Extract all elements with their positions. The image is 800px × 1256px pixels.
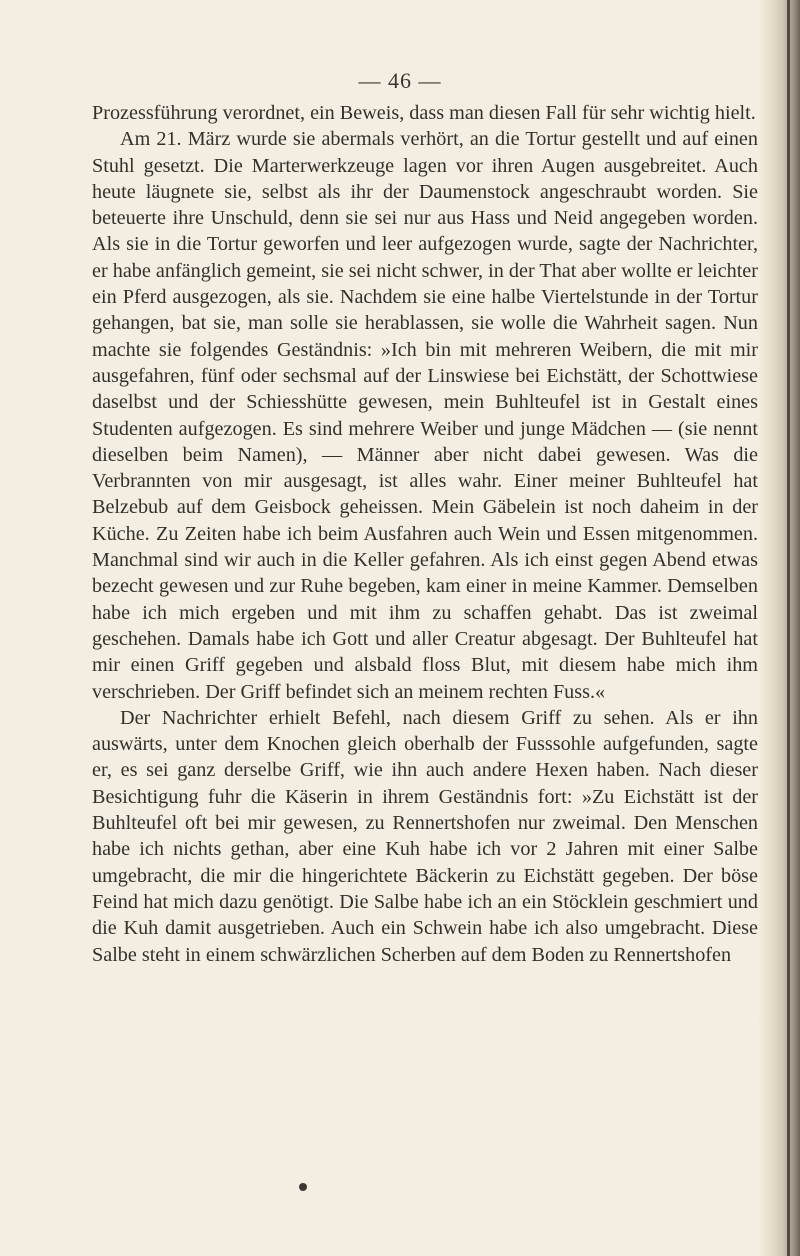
page-number: — 46 —: [358, 68, 442, 93]
paragraph-3: Der Nachrichter erhielt Befehl, nach diesem Griff zu sehen. Als er ihn auswärts, unter dem Knochen gleich oberhalb der Fusssohle aufgefunden, sagte er, es sei ganz derselbe Griff, wie ihn auch andere Hexen haben. Nach dieser Besichtigung fuhr die Käserin in ihrem Geständnis fort: »Zu Eichstätt ist der Buhlteufel oft bei mir gewesen, zu Rennertshofen nur zweimal. Den Menschen habe ich nichts gethan, aber eine Kuh habe ich vor 2 Jahren mit einer Salbe umgebracht, die mir die hingerichtete Bäckerin zu Eichstätt gegeben. Der böse Feind hat mich dazu genötigt. Die Salbe habe ich an ein Stöcklein geschmiert und die Kuh damit ausgetrieben. Auch ein Schwein habe ich also umgebracht. Diese Salbe steht in einem schwärzlichen Scherben auf dem Boden zu Rennertshofen: [92, 706, 758, 966]
paragraph-2: Am 21. März wurde sie abermals verhört, an die Tortur gestellt und auf einen Stuhl gesetzt. Die Marterwerkzeuge lagen vor ihren Augen ausgebreitet. Auch heute läugnete sie, selbst als ihr der Daumenstock angeschraubt worden. Sie beteuerte ihre Unschuld, denn sie sei nur aus Hass und Neid angegeben worden. Als sie in die Tortur geworfen und leer aufgezogen wurde, sagte der Nachrichter, er habe anfänglich gemeint, sie sei nicht schwer, in der That aber wollte er leichter ein Pferd ausgezogen, als sie. Nachdem sie eine halbe Viertelstunde in der Tortur gehangen, bat sie, man solle sie herablassen, sie wolle die Wahrheit sagen. Nun machte sie folgendes Geständnis: »Ich bin mit mehreren Weibern, die mit mir ausgefahren, fünf oder sechsmal auf der Linswiese bei Eichstätt, der Schottwiese daselbst und der Schiesshütte gewesen, mein Buhlteufel ist in Gestalt eines Studenten aufgezogen. Es sind mehrere Weiber und junge Mädchen — (sie nennt dieselben beim Namen), — Männer aber nicht dabei gewesen. Was die Verbrannten von mir ausgesagt, ist alles wahr. Einer meiner Buhlteufel hat Belzebub auf dem Geisbock geheissen. Mein Gäbelein ist noch daheim in der Küche. Zu Zeiten habe ich beim Ausfahren auch Wein und Essen mitgenommen. Manchmal sind wir auch in die Keller gefahren. Als ich einst gegen Abend etwas bezecht gewesen und zur Ruhe begeben, kam einer in meine Kammer. Demselben habe ich mich ergeben und mit ihm zu schaffen gehabt. Das ist zweimal geschehen. Damals habe ich Gott und aller Creatur abgesagt. Der Buhlteufel hat mir einen Griff gegeben und alsbald floss Blut, mit diesem habe mich ihm verschrieben. Der Griff befindet sich an meinem rechten Fuss.«: [92, 128, 758, 703]
paragraph-1: Prozessführung verordnet, ein Beweis, dass man diesen Fall für sehr wichtig hielt.: [92, 102, 756, 124]
page-edge-line: [787, 0, 790, 1256]
body-text: [92, 100, 758, 968]
page-edge-shadow: [758, 0, 800, 1256]
ink-dot: [299, 1183, 307, 1191]
